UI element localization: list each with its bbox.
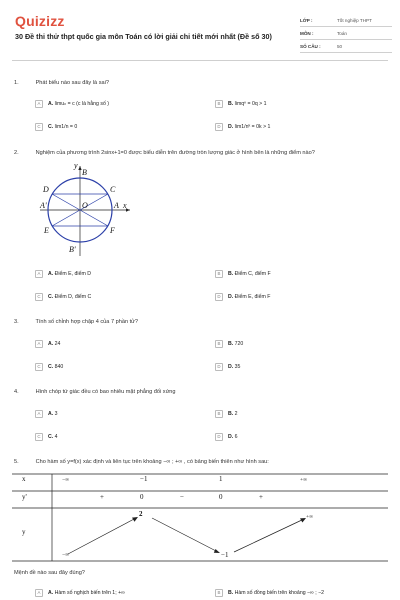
option-text [48, 124, 77, 130]
option-letter-box: A [35, 589, 43, 597]
option-label: A. [48, 100, 54, 107]
option-label: B. [228, 340, 234, 347]
question-text: Mệnh đề nào sau đây đúng? [14, 570, 85, 576]
option-letter-box: D [215, 123, 223, 131]
meta-row-count [300, 40, 392, 53]
sign: 0 [219, 493, 223, 501]
document-title: 30 Đề thi thử thpt quốc gia môn Toán có lời giải chi tiết mới nhất (Đề số 30) [15, 32, 272, 41]
decreasing-arrow [152, 518, 218, 552]
option-label: D. [228, 293, 234, 300]
option-letter-box: D [215, 433, 223, 441]
quizizz-logo: Quizizz [15, 13, 65, 29]
label-f: F [110, 226, 115, 235]
option-content: limqⁿ = 0q > 1 [234, 100, 267, 107]
option-label: C. [48, 433, 54, 440]
label-a: A [114, 201, 119, 210]
option-text [228, 364, 240, 370]
option-c[interactable] [35, 361, 63, 372]
meta-label: LỚP : [300, 17, 313, 23]
option-letter-box: B [215, 270, 223, 278]
row-label-y: y [22, 528, 26, 536]
option-content: 3 [54, 410, 58, 417]
option-text [228, 341, 243, 347]
x-value: −∞ [62, 477, 70, 483]
x-value: 1 [219, 475, 223, 483]
x-value: +∞ [300, 477, 308, 483]
question-4 [14, 389, 176, 395]
question-5 [14, 459, 269, 465]
option-d[interactable] [215, 361, 240, 372]
meta-row-subject [300, 27, 392, 40]
option-letter-box: C [35, 363, 43, 371]
option-letter-box: A [35, 340, 43, 348]
question-2 [14, 150, 315, 156]
option-d[interactable] [215, 291, 270, 302]
option-label: B. [228, 270, 234, 277]
option-label: A. [48, 340, 54, 347]
label-y: y [74, 161, 78, 170]
question-1 [14, 80, 109, 86]
option-text [228, 590, 324, 596]
option-label: C. [48, 363, 54, 370]
option-content: Hàm số nghịch biến trên 1; +∞ [54, 589, 125, 596]
option-a[interactable] [35, 338, 60, 349]
y-value-right: +∞ [306, 514, 314, 520]
y-value-max: 2 [139, 510, 143, 518]
option-content: 6 [234, 433, 238, 440]
option-content: Điểm E, điểm D [54, 270, 91, 277]
option-letter-box: C [35, 433, 43, 441]
option-letter-box: B [215, 340, 223, 348]
row-label-x: x [22, 475, 26, 483]
option-c[interactable] [35, 431, 58, 442]
meta-label: SỐ CÂU : [300, 43, 321, 49]
option-c[interactable] [35, 291, 91, 302]
option-letter-box: C [35, 123, 43, 131]
increasing-arrow-1 [68, 518, 136, 554]
question-number: 2. [14, 150, 19, 156]
option-label: B. [228, 589, 234, 596]
sign: + [100, 493, 104, 501]
label-e: E [44, 226, 49, 235]
option-d[interactable] [215, 121, 270, 132]
option-label: C. [48, 123, 54, 130]
option-content: 4 [54, 433, 58, 440]
option-text [48, 341, 60, 347]
arrow-head [214, 549, 220, 553]
option-label: D. [228, 123, 234, 130]
x-value: −1 [140, 475, 148, 483]
option-letter-box: D [215, 363, 223, 371]
option-d[interactable] [215, 431, 238, 442]
variation-table-lines [12, 470, 388, 562]
question-text: Nghiệm của phương trình 2sinx+1=0 được biểu diễn trên đường tròn lượng giác ở hình bên là những điểm nào? [35, 150, 315, 156]
option-a[interactable] [35, 408, 58, 419]
label-b: B [82, 168, 87, 177]
label-x: x [123, 201, 127, 210]
meta-value: Tốt nghiệp THPT [337, 17, 372, 23]
option-c[interactable] [35, 121, 77, 132]
option-letter-box: A [35, 100, 43, 108]
option-label: D. [228, 363, 234, 370]
option-content: limuₙ = c (c là hằng số ) [54, 100, 110, 107]
question-text: Phát biểu nào sau đây là sai? [35, 80, 109, 86]
option-label: A. [48, 410, 54, 417]
option-label: A. [48, 589, 54, 596]
y-value-min: −1 [221, 551, 229, 559]
option-text [228, 411, 238, 417]
option-label: A. [48, 270, 54, 277]
option-text [228, 101, 267, 107]
option-text [48, 294, 91, 300]
option-text [228, 294, 270, 300]
question-3 [14, 319, 138, 325]
meta-row-class [300, 14, 392, 27]
option-a[interactable] [35, 98, 109, 109]
increasing-arrow-2 [234, 519, 304, 552]
option-text [48, 590, 125, 596]
option-content: Điểm D, điểm C [54, 293, 92, 300]
option-content: 2 [234, 410, 238, 417]
variation-table [12, 470, 388, 562]
option-a[interactable] [35, 587, 125, 598]
label-o: O [82, 201, 88, 210]
option-text [228, 271, 271, 277]
option-letter-box: B [215, 410, 223, 418]
label-c: C [110, 185, 116, 194]
option-text [48, 364, 63, 370]
option-letter-box: A [35, 270, 43, 278]
sign: + [259, 493, 263, 501]
option-text [48, 411, 58, 417]
option-b[interactable] [215, 587, 324, 598]
option-content: 720 [234, 340, 244, 347]
question-text: Tính số chỉnh hợp chập 4 của 7 phần tử? [35, 319, 139, 325]
option-content: 35 [234, 363, 241, 370]
option-content: lim1/nᵏ = 0k > 1 [234, 123, 271, 130]
option-b[interactable] [215, 338, 243, 349]
option-letter-box: B [215, 100, 223, 108]
option-b[interactable] [215, 408, 238, 419]
option-letter-box: D [215, 293, 223, 301]
option-content: Điểm E, điểm F [234, 293, 271, 300]
question-5-followup [14, 570, 85, 576]
unit-circle-figure [34, 160, 134, 256]
label-a-prime: A' [40, 201, 47, 210]
option-letter-box: B [215, 589, 223, 597]
label-d: D [43, 185, 49, 194]
option-text [228, 434, 238, 440]
option-content: 840 [54, 363, 64, 370]
option-label: C. [48, 293, 54, 300]
option-label: B. [228, 100, 234, 107]
meta-value: 50 [337, 43, 343, 49]
x-axis-arrow [126, 208, 130, 211]
option-text [48, 271, 91, 277]
label-b-prime: B' [69, 245, 76, 254]
sign: − [180, 493, 184, 501]
row-label-yprime: y' [22, 493, 27, 501]
option-content: lim1/n = 0 [54, 123, 78, 130]
question-text: Hình chóp tứ giác đều có bao nhiêu mặt phẳng đối xứng [35, 389, 176, 395]
question-text: Cho hàm số y=f(x) xác định và liên tục trên khoảng −∞ ; +∞ , có bảng biến thiên như hình sau: [35, 459, 269, 465]
option-letter-box: C [35, 293, 43, 301]
meta-info [300, 14, 392, 53]
meta-label: MÔN : [300, 30, 314, 36]
option-b[interactable] [215, 268, 271, 279]
option-content: Điểm C, điểm F [234, 270, 271, 277]
question-number: 1. [14, 80, 19, 86]
question-number: 5. [14, 459, 19, 465]
option-letter-box: A [35, 410, 43, 418]
option-content: Hàm số đồng biến trên khoảng −∞ ; −2 [234, 589, 324, 596]
question-number: 3. [14, 319, 19, 325]
sign: 0 [140, 493, 144, 501]
option-text [228, 124, 270, 130]
option-a[interactable] [35, 268, 91, 279]
option-text [48, 101, 109, 107]
question-number: 4. [14, 389, 19, 395]
option-content: 24 [54, 340, 61, 347]
meta-value: Toán [337, 30, 347, 36]
option-b[interactable] [215, 98, 267, 109]
header-divider [12, 60, 388, 61]
option-text [48, 434, 58, 440]
option-label: D. [228, 433, 234, 440]
y-value-left: −∞ [62, 552, 70, 558]
option-label: B. [228, 410, 234, 417]
